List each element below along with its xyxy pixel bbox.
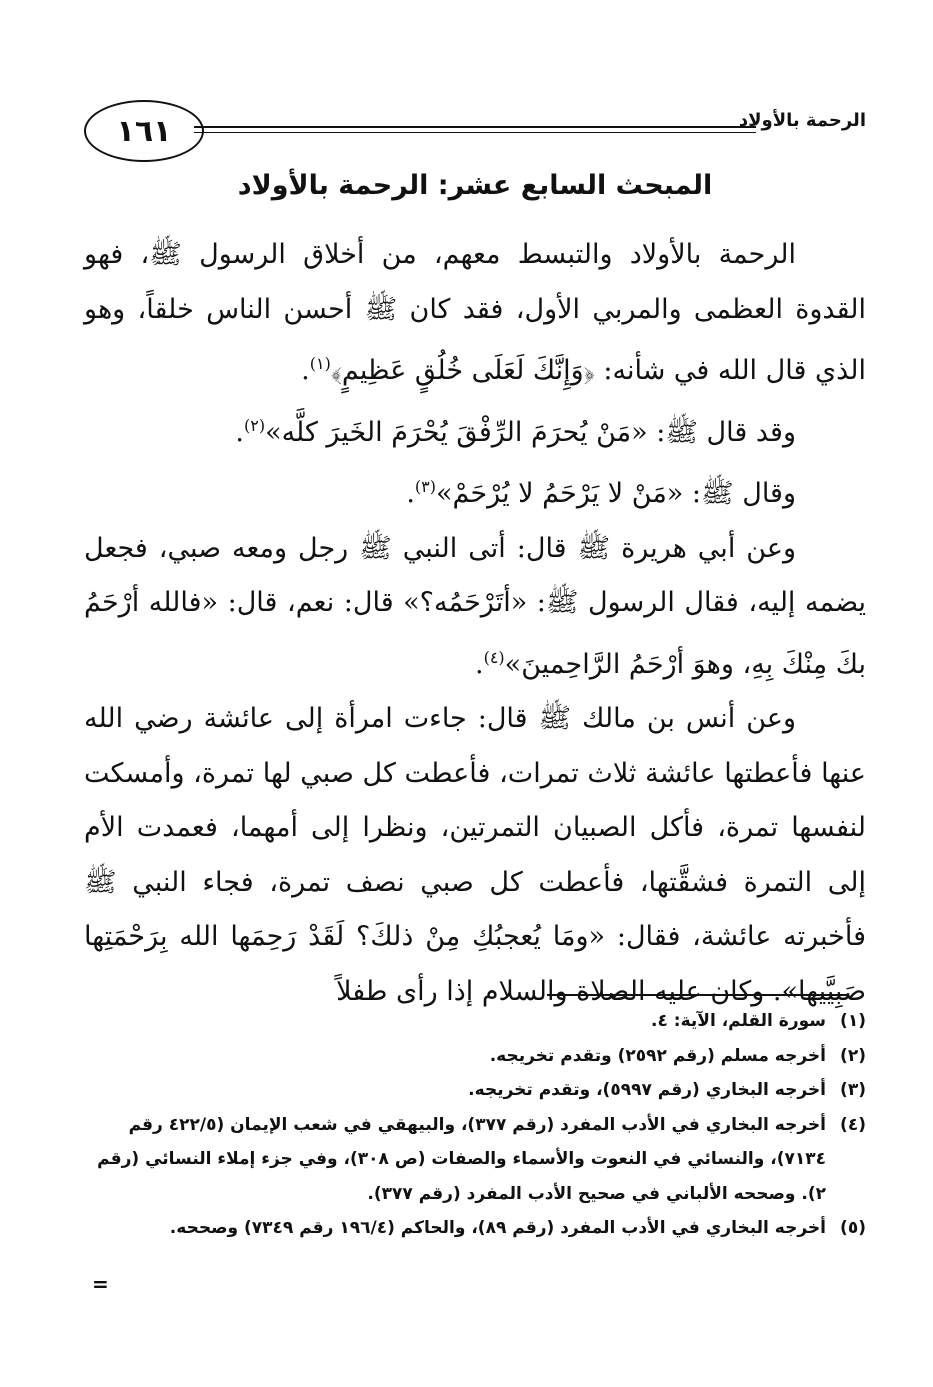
footnote-text: سورة القلم، الآية: ٤. (651, 1011, 826, 1031)
footnote-1 (84, 1004, 866, 1039)
header-rule (194, 126, 756, 128)
footnote-ref-2: (٢) (243, 415, 266, 435)
header-rule-thin (194, 132, 756, 133)
continuation-mark: = (92, 1272, 109, 1296)
footnotes (84, 1004, 866, 1246)
footnote-text: أخرجه البخاري في الأدب المفرد (رقم ٣٧٧)، والبيهقي في شعب الإيمان (٤٢٢/٥ رقم ٧١٣٤)، والنسائي في النعوت والأسماء والصفات (ص ٣٠٨)، وفي جزء إملاء النسائي (رقم ٢). وصححه الألباني في صحيح الأدب المفرد (رقم ٣٧٧). (97, 1114, 826, 1204)
footnote-number: (٤) (840, 1114, 866, 1135)
footnote-number: (١) (840, 1011, 866, 1031)
footnote-3 (84, 1073, 866, 1108)
footnote-4 (84, 1108, 866, 1212)
paragraph-1: الرحمة بالأولاد والتبسط معهم، من أخلاق الرسول ﷺ، فهو القدوة العظمى والمربي الأول، فقد كان ﷺ أحسن الناس خلقاً، وهو الذي قال الله في شأنه: ﴿وَإِنَّكَ لَعَلَى خُلُقٍ عَظِيمٍ﴾$^{(١)}$. (84, 239, 866, 386)
paragraph-text: وعن أنس بن مالك ﷺ قال: جاءت امرأة إلى عائشة رضي الله عنها فأعطتها عائشة ثلاث تمرات، فأعطت كل صبي لها تمرة، وأمسكت لنفسها تمرة، فأكل الصبيان التمرتين، ونظرا إلى أمهما، فعمدت الأم إلى التمرة فشقَّتها، فأعطت كل صبي نصف تمرة، فجاء النبي ﷺ فأخبرته عائشة، فقال: «ومَا يُعجبُكِ مِنْ ذلكَ؟ لَقَدْ رَحِمَها الله بِرَحْمَتِها صَبِيَّيها». وكان عليه الصلاة والسلام إذا رأى طفلاً (84, 703, 866, 1007)
body-text (84, 228, 866, 1019)
footnote-number: (٢) (840, 1045, 866, 1066)
paragraph-text: وقال ﷺ: «مَنْ لا يَرْحَمُ لا يُرْحَمْ» (436, 478, 796, 509)
footnote-ref-3: (٣) (414, 477, 436, 496)
paragraph-2: وقد قال ﷺ: «مَنْ يُحرَمَ الرِّفْقَ يُحْرَمَ الخَيرَ كلَّه»$^{(٢)}$. (235, 415, 796, 448)
footnote-5 (84, 1211, 866, 1246)
paragraph-3: وقال ﷺ: «مَنْ لا يَرْحَمُ لا يُرْحَمْ»$^{(٣)}$. (406, 477, 796, 509)
paragraph-4: وعن أبي هريرة ﷺ قال: أتى النبي ﷺ رجل ومعه صبي، فجعل يضمه إليه، فقال الرسول ﷺ: «أتَرْحَمُه؟» قال: نعم، قال: «فالله أرْحَمُ بكَ مِنْكَ بِهِ، وهوَ أرْحَمُ الرَّاحِمينَ»$^{(٤)}$. (84, 532, 866, 680)
page-number: ١٦١ (84, 100, 204, 162)
paragraph-text: وعن أبي هريرة ﷺ قال: أتى النبي ﷺ رجل ومعه صبي، فجعل يضمه إليه، فقال الرسول ﷺ: «أتَرْحَمُه؟» قال: نعم، قال: «فالله أرْحَمُ بكَ مِنْكَ بِهِ، وهوَ أرْحَمُ الرَّاحِمينَ» (84, 532, 866, 680)
running-title: الرحمة بالأولاد (738, 110, 866, 131)
footnote-text: أخرجه مسلم (رقم ٢٥٩٢) وتقدم تخريجه. (489, 1045, 826, 1066)
footnote-text: أخرجه البخاري في الأدب المفرد (رقم ٨٩)، والحاكم (١٩٦/٤ رقم ٧٣٤٩) وصححه. (169, 1218, 826, 1238)
footnote-ref-4: (٤) (483, 647, 505, 667)
footnote-ref-1: (١) (309, 354, 331, 373)
footnote-text: أخرجه البخاري (رقم ٥٩٩٧)، وتقدم تخريجه. (468, 1080, 826, 1100)
page-header (84, 92, 866, 182)
section-title: المبحث السابع عشر: الرحمة بالأولاد (237, 170, 713, 201)
paragraph-text: وقد قال ﷺ: «مَنْ يُحرَمَ الرِّفْقَ يُحْرَمَ الخَيرَ كلَّه» (265, 416, 796, 448)
footnote-number: (٥) (840, 1218, 866, 1238)
footnote-2 (84, 1039, 866, 1074)
footnote-number: (٣) (840, 1080, 866, 1100)
footnote-separator (547, 994, 849, 996)
paragraph-5 (84, 692, 866, 1019)
paragraph-text: الرحمة بالأولاد والتبسط معهم، من أخلاق الرسول ﷺ، فهو القدوة العظمى والمربي الأول، فقد كان ﷺ أحسن الناس خلقاً، وهو الذي قال الله في شأنه: ﴿وَإِنَّكَ لَعَلَى خُلُقٍ عَظِيمٍ﴾ (84, 239, 866, 386)
